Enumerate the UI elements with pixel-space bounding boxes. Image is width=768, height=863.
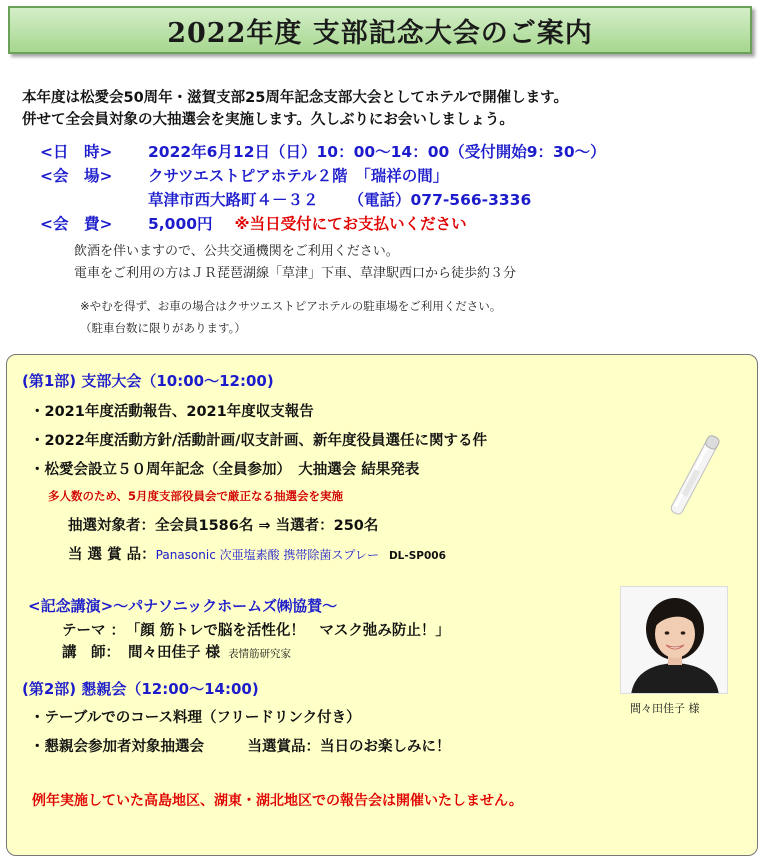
part1-heading: (第1部) 支部大会（10:00～12:00) xyxy=(22,372,274,390)
prize-row xyxy=(68,543,446,564)
prize-model: DL-SP006 xyxy=(388,550,446,562)
photo-caption: 間々田佳子 様 xyxy=(630,702,700,715)
intro-text xyxy=(22,87,568,131)
footer-note: 例年実施していた高島地区、湖東・湖北地区での報告会は開催いたしません。 xyxy=(32,793,523,809)
title-banner xyxy=(8,6,752,54)
venue-row xyxy=(40,164,606,188)
phone: （電話）077-566-3336 xyxy=(348,191,532,209)
part2-item: ・懇親会参加者対象抽選会 当選賞品：当日のお楽しみに！ xyxy=(30,739,451,755)
prize-label: 当 選 賞 品： xyxy=(68,547,156,563)
fee-label: <会 費> xyxy=(40,215,113,233)
spray-product-icon xyxy=(662,430,728,520)
intro-line: 本年度は松愛会50周年・滋賀支部25周年記念支部大会としてホテルで開催します。 xyxy=(22,90,568,106)
fee-note: ※当日受付にてお支払いください xyxy=(234,215,467,233)
event-info xyxy=(40,140,606,236)
venue-value: クサツエストピアホテル２階 「瑞祥の間」 xyxy=(148,167,449,185)
speaker-row xyxy=(62,641,291,662)
venue-label: <会 場> xyxy=(40,167,113,185)
transport-notes xyxy=(74,241,516,285)
theme-value: 「顔 筋トレで脳を活性化！ マスク弛み防止！」 xyxy=(133,623,450,639)
note-line: 飲酒を伴いますので、公共交通機関をご利用ください。 xyxy=(74,244,399,259)
date-value: 2022年6月12日（日）10：00～14：00（受付開始9：30～） xyxy=(148,143,606,161)
speaker-portrait-icon xyxy=(621,587,728,694)
lottery-line: 抽選対象者：全会員1586名 ⇒ 当選者：250名 xyxy=(68,518,379,534)
theme-row xyxy=(62,619,450,640)
speaker-name: 間々田佳子 様 xyxy=(128,645,221,661)
address-row xyxy=(40,188,606,212)
part1-item: ・2021年度活動報告、2021年度収支報告 xyxy=(30,404,314,420)
parking-notes xyxy=(80,295,501,339)
speaker-title: 表情筋研究家 xyxy=(228,648,292,660)
note-line: 電車をご利用の方はＪＲ琵琶湖線「草津」下車、草津駅西口から徒歩約３分 xyxy=(74,266,517,281)
speaker-photo xyxy=(620,586,728,694)
part2-item: ・テーブルでのコース料理（フリードリンク付き） xyxy=(30,710,361,726)
fee-row xyxy=(40,212,606,236)
fee-value: 5,000円 xyxy=(148,215,213,233)
lecture-heading: <記念講演>～パナソニックホームズ㈱協賛～ xyxy=(28,597,338,615)
intro-line: 併せて全会員対象の大抽選会を実施します。久しぶりにお会いしましょう。 xyxy=(22,112,514,128)
address: 草津市西大路町４－３２ xyxy=(148,191,319,209)
note-line: （駐車台数に限りがあります。） xyxy=(80,321,246,335)
speaker-label: 講 師： xyxy=(62,645,120,661)
lottery-note: 多人数のため、5月度支部役員会で厳正なる抽選会を実施 xyxy=(48,489,344,503)
date-row xyxy=(40,140,606,164)
date-label: <日 時> xyxy=(40,143,113,161)
page-title: 2022年度 支部記念大会のご案内 xyxy=(167,17,593,49)
part1-item: ・松愛会設立５０周年記念（全員参加） 大抽選会 結果発表 xyxy=(30,462,420,478)
prize-value: Panasonic 次亜塩素酸 携帯除菌スプレー xyxy=(155,548,379,562)
note-line: ※やむを得ず、お車の場合はクサツエストピアホテルの駐車場をご利用ください。 xyxy=(80,299,502,313)
theme-label: テーマ ： xyxy=(62,623,126,639)
part1-item: ・2022年度活動方針/活動計画/収支計画、新年度役員選任に関する件 xyxy=(30,433,487,449)
part2-heading: (第2部) 懇親会（12:00～14:00) xyxy=(22,680,259,698)
